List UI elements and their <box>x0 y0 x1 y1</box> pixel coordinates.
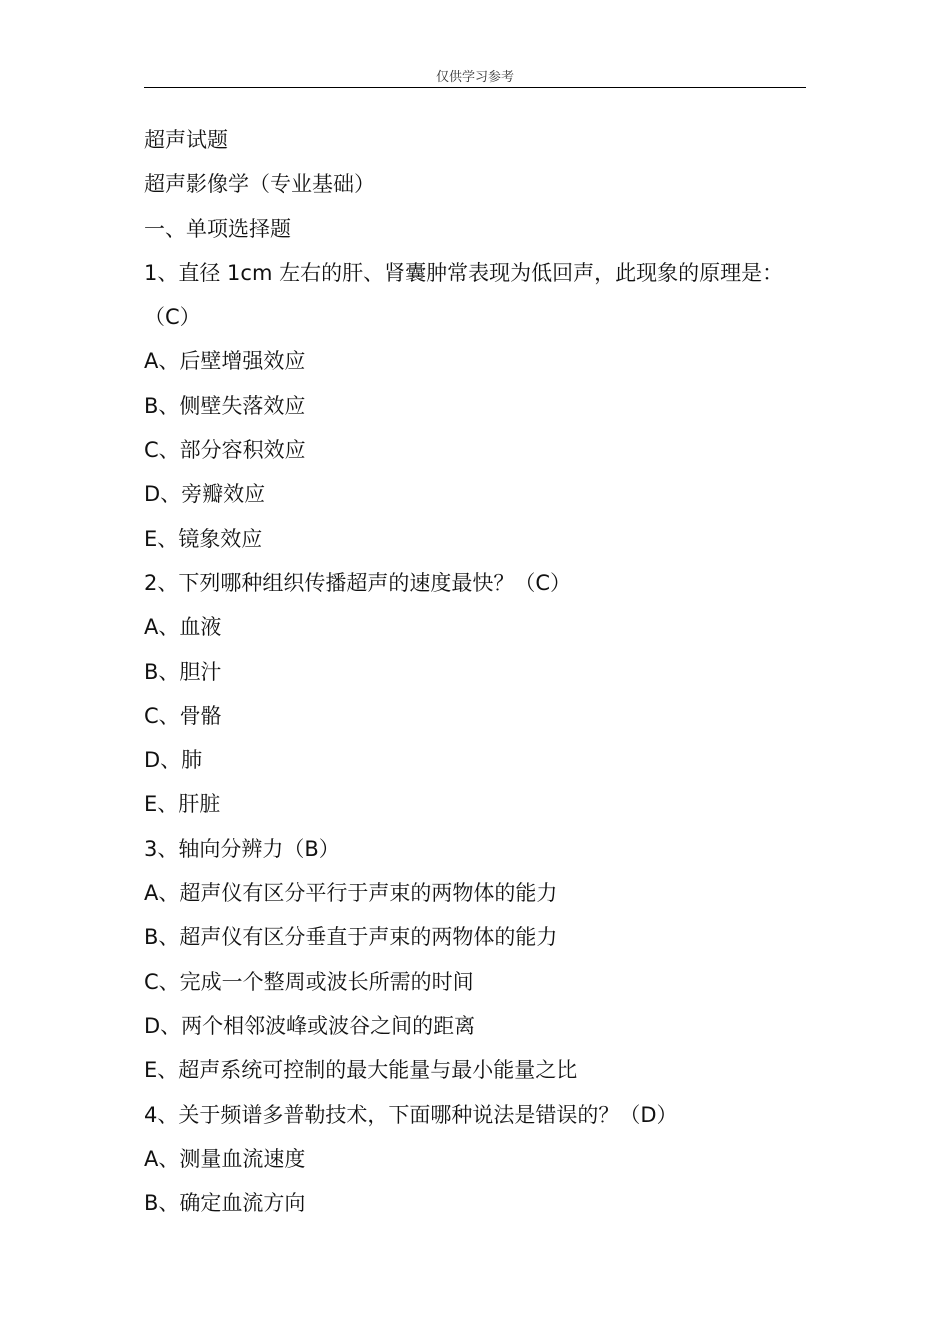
question-3-option-d: D、两个相邻波峰或波谷之间的距离 <box>144 1013 476 1038</box>
doc-subtitle: 超声影像学（专业基础） <box>144 172 375 197</box>
question-4: 4、关于频谱多普勒技术，下面哪种说法是错误的？（D） <box>144 1102 678 1127</box>
header-text: 仅供学习参考 <box>435 70 514 85</box>
question-2-option-d: D、肺 <box>144 748 203 773</box>
question-2-option-b: B、胆汁 <box>144 659 222 684</box>
question-1-option-a: A、后壁增强效应 <box>144 349 306 374</box>
question-3-option-a: A、超声仪有区分平行于声束的两物体的能力 <box>144 881 558 906</box>
question-3: 3、轴向分辨力（B） <box>144 836 340 861</box>
page-header <box>144 66 806 88</box>
doc-title: 超声试题 <box>144 128 228 152</box>
question-2-option-e: E、肝脏 <box>144 792 221 817</box>
question-3-option-c: C、完成一个整周或波长所需的时间 <box>144 969 474 994</box>
document-body <box>144 118 834 1225</box>
question-2: 2、下列哪种组织传播超声的速度最快？（C） <box>144 570 572 595</box>
question-2-option-a: A、血液 <box>144 615 222 640</box>
question-3-option-e: E、超声系统可控制的最大能量与最小能量之比 <box>144 1058 578 1083</box>
question-2-option-c: C、骨骼 <box>144 703 222 728</box>
question-1-option-c: C、部分容积效应 <box>144 438 306 463</box>
question-1-option-e: E、镜象效应 <box>144 526 263 551</box>
question-4-option-a: A、测量血流速度 <box>144 1146 306 1171</box>
question-1-option-b: B、侧壁失落效应 <box>144 393 306 418</box>
question-4-option-b: B、确定血流方向 <box>144 1191 306 1216</box>
question-3-option-b: B、超声仪有区分垂直于声束的两物体的能力 <box>144 925 558 950</box>
question-1-option-d: D、旁瓣效应 <box>144 482 266 507</box>
question-1-answer: （C） <box>144 305 201 330</box>
section-heading: 一、单项选择题 <box>144 216 291 241</box>
question-1: 1、直径 1cm 左右的肝、肾囊肿常表现为低回声，此现象的原理是： <box>144 260 784 285</box>
